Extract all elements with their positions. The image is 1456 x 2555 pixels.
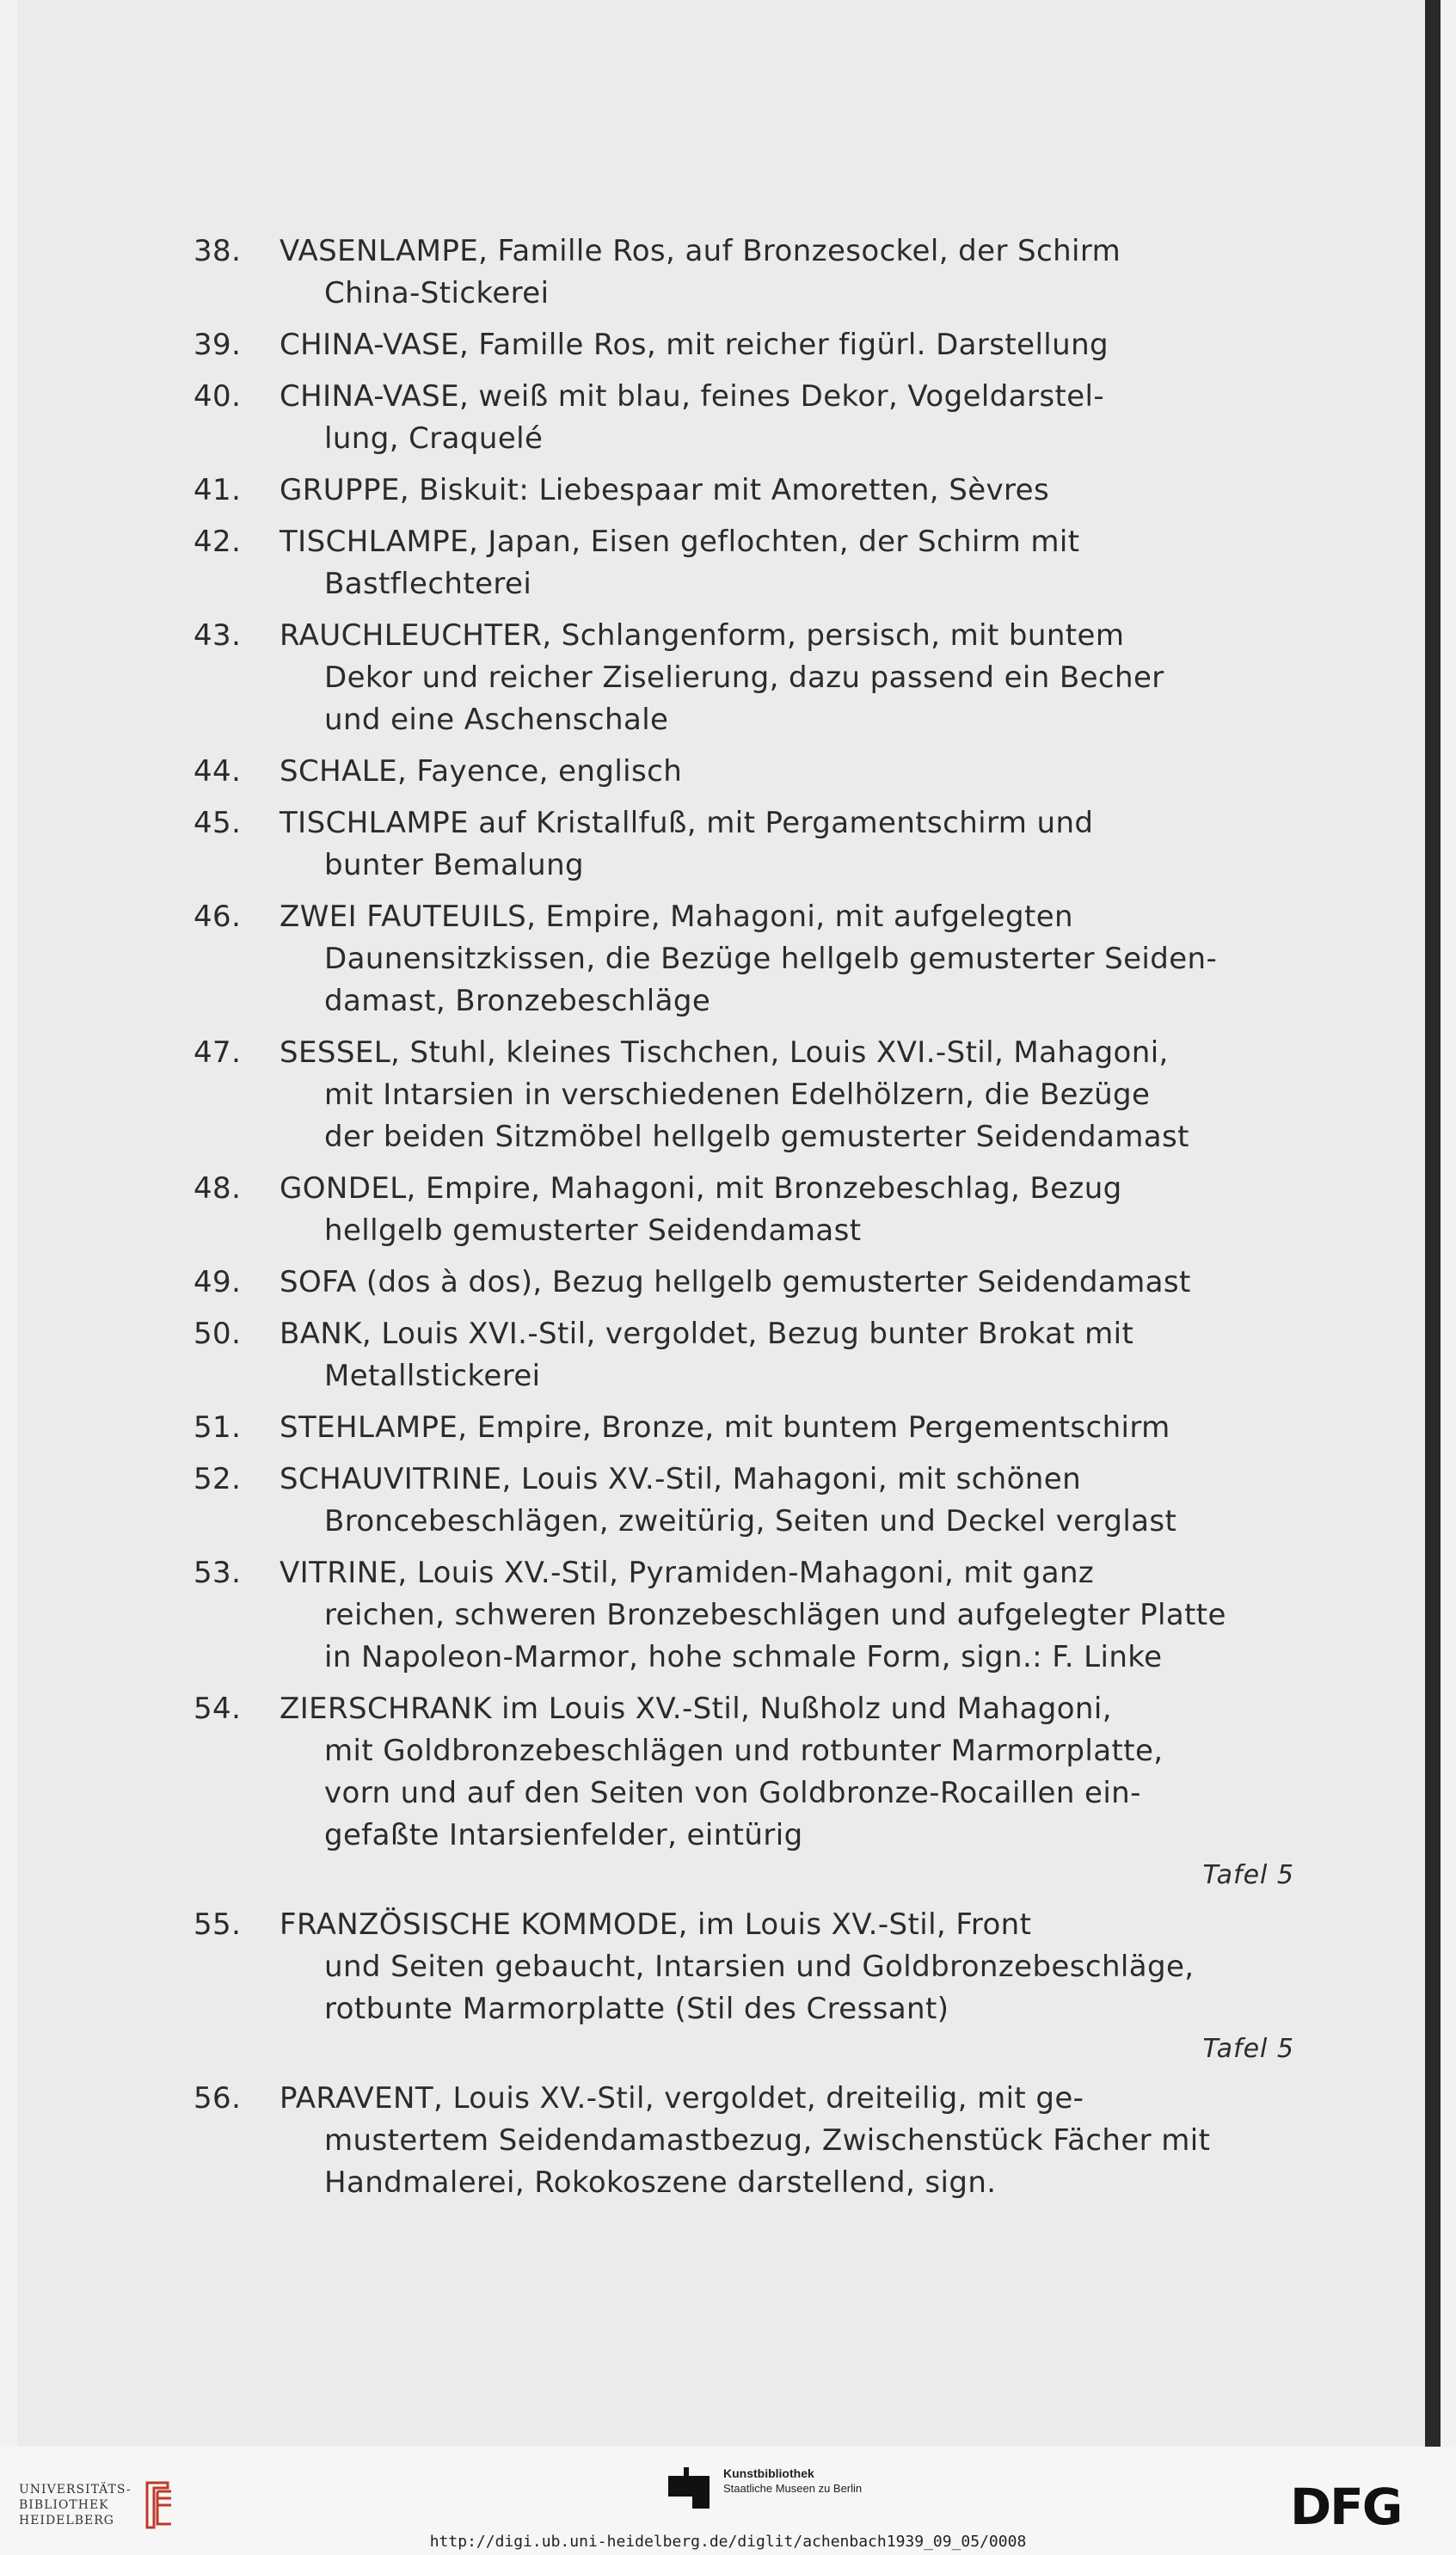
catalogue-entry [194, 1168, 1294, 1252]
catalogue-entry [194, 1688, 1294, 1895]
entry-number: 46. [194, 900, 242, 934]
entry-continuation-line: China-Stickerei [324, 276, 550, 310]
entry-title-line: GONDEL, Empire, Mahagoni, mit Bronzebeschlag, Bezug [280, 1171, 1122, 1206]
plate-reference: Tafel 5 [1202, 1860, 1294, 1890]
entry-continuation-line: vorn und auf den Seiten von Goldbronze-Rocaillen ein- [324, 1776, 1141, 1810]
entry-title-line: TISCHLAMPE auf Kristallfuß, mit Pergamentschirm und [280, 806, 1094, 840]
catalogue-entry [194, 1407, 1294, 1449]
entry-title-line: SCHALE, Fayence, englisch [280, 754, 683, 789]
entry-continuation-line: Handmalerei, Rokokoszene darstellend, sign. [324, 2165, 997, 2200]
entry-title-line: STEHLAMPE, Empire, Bronze, mit buntem Pergementschirm [280, 1410, 1170, 1445]
entry-continuation-line: mustertem Seidendamastbezug, Zwischenstück Fächer mit [324, 2123, 1211, 2158]
ub-logo-text [19, 2482, 132, 2528]
catalogue-entry [194, 1904, 1294, 2068]
entry-title-line: RAUCHLEUCHTER, Schlangenform, persisch, mit buntem [280, 618, 1125, 653]
kunstbibliothek-logo[interactable] [667, 2466, 862, 2510]
dfg-logo-text: DFG [1290, 2481, 1402, 2529]
catalogue-entry [194, 615, 1294, 741]
entry-continuation-line: und Seiten gebaucht, Intarsien und Goldbronzebeschläge, [324, 1950, 1195, 1984]
entry-number: 47. [194, 1035, 242, 1070]
entry-continuation-line: Bastflechterei [324, 567, 532, 601]
catalogue-entry [194, 1032, 1294, 1158]
source-url[interactable]: http://digi.ub.uni-heidelberg.de/diglit/achenbach1939_09_05/0008 [429, 2533, 1027, 2551]
entry-number: 41. [194, 473, 242, 507]
entry-number: 54. [194, 1692, 242, 1726]
catalogue-entry [194, 2078, 1294, 2204]
entry-title-line: FRANZÖSISCHE KOMMODE, im Louis XV.-Stil, Front [280, 1907, 1032, 1942]
entry-number: 56. [194, 2081, 242, 2116]
entry-continuation-line: mit Goldbronzebeschlägen und rotbunter Marmorplatte, [324, 1734, 1164, 1768]
entry-number: 42. [194, 525, 242, 559]
catalogue-entry [194, 1552, 1294, 1679]
entry-title-line: SCHAUVITRINE, Louis XV.-Stil, Mahagoni, mit schönen [280, 1462, 1082, 1496]
catalogue-entry [194, 1262, 1294, 1304]
entry-continuation-line: und eine Aschenschale [324, 703, 669, 737]
entry-continuation-line: lung, Craquelé [324, 421, 544, 456]
entry-title-line: VITRINE, Louis XV.-Stil, Pyramiden-Mahagoni, mit ganz [280, 1556, 1095, 1590]
entry-number: 44. [194, 754, 242, 789]
entry-title-line: ZIERSCHRANK im Louis XV.-Stil, Nußholz und Mahagoni, [280, 1692, 1112, 1726]
entry-number: 40. [194, 379, 242, 414]
kb-name: Kunstbibliothek [723, 2466, 814, 2480]
entry-title-line: CHINA-VASE, Famille Ros, mit reicher figürl. Darstellung [280, 328, 1109, 362]
entry-number: 51. [194, 1410, 242, 1445]
entry-continuation-line: mit Intarsien in verschiedenen Edelhölzern, die Bezüge [324, 1078, 1151, 1112]
catalogue-entry [194, 802, 1294, 887]
entry-continuation-line: damast, Bronzebeschläge [324, 984, 711, 1018]
catalogue-entry [194, 1459, 1294, 1543]
entry-continuation-line: reichen, schweren Bronzebeschlägen und aufgelegter Platte [324, 1598, 1226, 1632]
entry-title-line: VASENLAMPE, Famille Ros, auf Bronzesockel, der Schirm [280, 234, 1121, 268]
entry-continuation-line: gefaßte Intarsienfelder, eintürig [324, 1818, 803, 1852]
ub-emblem-icon [138, 2479, 176, 2531]
dfg-logo[interactable] [1290, 2481, 1436, 2534]
entry-number: 52. [194, 1462, 242, 1496]
viewer-footer [0, 2447, 1456, 2555]
ub-logo-line: UNIVERSITÄTS- [19, 2483, 132, 2497]
entry-continuation-line: rotbunte Marmorplatte (Stil des Cressant) [324, 1992, 949, 2026]
entry-continuation-line: Metallstickerei [324, 1359, 541, 1393]
entry-title-line: SOFA (dos à dos), Bezug hellgelb gemusterter Seidendamast [280, 1265, 1191, 1299]
catalogue-entry [194, 751, 1294, 793]
entry-title-line: SESSEL, Stuhl, kleines Tischchen, Louis XVI.-Stil, Mahagoni, [280, 1035, 1169, 1070]
entry-title-line: GRUPPE, Biskuit: Liebespaar mit Amoretten, Sèvres [280, 473, 1050, 507]
plate-reference: Tafel 5 [1202, 2034, 1294, 2064]
catalogue-entry [194, 376, 1294, 460]
catalogue-list [194, 230, 1294, 2214]
entry-continuation-line: der beiden Sitzmöbel hellgelb gemusterter Seidendamast [324, 1120, 1189, 1154]
catalogue-entry [194, 230, 1294, 315]
entry-title-line: BANK, Louis XVI.-Stil, vergoldet, Bezug bunter Brokat mit [280, 1317, 1134, 1351]
entry-number: 53. [194, 1556, 242, 1590]
entry-number: 39. [194, 328, 242, 362]
dfg-logo-icon [1290, 2481, 1436, 2529]
entry-continuation-line: hellgelb gemusterter Seidendamast [324, 1213, 862, 1248]
entry-number: 50. [194, 1317, 242, 1351]
entry-title-line: ZWEI FAUTEUILS, Empire, Mahagoni, mit aufgelegten [280, 900, 1073, 934]
entry-number: 43. [194, 618, 242, 653]
entry-continuation-line: Daunensitzkissen, die Bezüge hellgelb gemusterter Seiden- [324, 942, 1218, 976]
catalogue-entry [194, 896, 1294, 1023]
entry-continuation-line: Dekor und reicher Ziselierung, dazu passend ein Becher [324, 660, 1164, 695]
entry-number: 45. [194, 806, 242, 840]
entry-title-line: CHINA-VASE, weiß mit blau, feines Dekor, Vogeldarstel- [280, 379, 1105, 414]
catalogue-entry [194, 324, 1294, 366]
catalogue-entry [194, 521, 1294, 605]
entry-number: 38. [194, 234, 242, 268]
entry-number: 55. [194, 1907, 242, 1942]
ub-logo-line: BIBLIOTHEK [19, 2498, 109, 2512]
catalogue-entry [194, 1313, 1294, 1397]
entry-continuation-line: in Napoleon-Marmor, hohe schmale Form, sign.: F. Linke [324, 1640, 1163, 1674]
entry-continuation-line: bunter Bemalung [324, 848, 585, 882]
kb-subtitle: Staatliche Museen zu Berlin [723, 2482, 863, 2495]
catalogue-entry [194, 470, 1294, 512]
entry-title-line: TISCHLAMPE, Japan, Eisen geflochten, der Schirm mit [280, 525, 1080, 559]
page-edge-shadow [1425, 0, 1441, 2447]
ub-logo-line: HEIDELBERG [19, 2514, 114, 2527]
kunstbibliothek-emblem-icon [667, 2466, 711, 2510]
entry-title-line: PARAVENT, Louis XV.-Stil, vergoldet, dreiteilig, mit ge- [280, 2081, 1084, 2116]
entry-continuation-line: Broncebeschlägen, zweitürig, Seiten und Deckel verglast [324, 1504, 1177, 1539]
entry-number: 49. [194, 1265, 242, 1299]
entry-number: 48. [194, 1171, 242, 1206]
ub-heidelberg-logo[interactable] [19, 2479, 176, 2531]
